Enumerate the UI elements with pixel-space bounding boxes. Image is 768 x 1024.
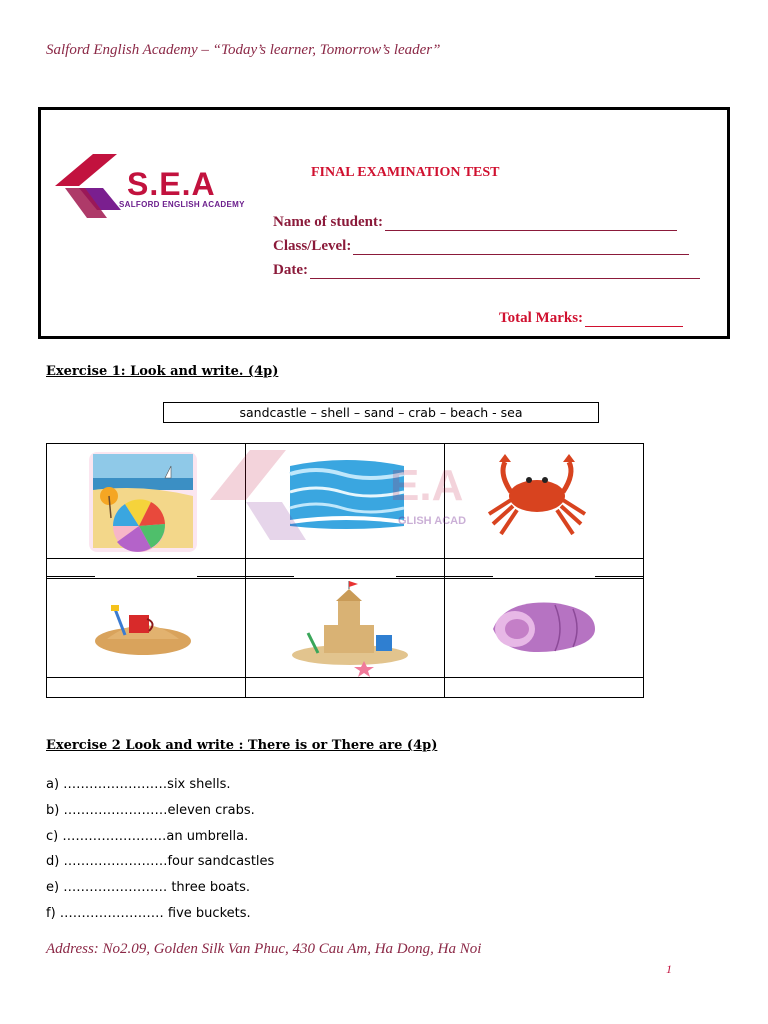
answer-blank[interactable] xyxy=(396,576,444,577)
page-number: 1 xyxy=(666,962,672,976)
sandcastle-icon xyxy=(246,579,444,677)
answer-cell-3[interactable] xyxy=(445,559,644,579)
picture-cell-sand xyxy=(47,579,246,678)
sand-icon xyxy=(47,579,245,677)
exercise2-item[interactable]: a) ……………………six shells. xyxy=(46,777,231,792)
logo-subtitle: SALFORD ENGLISH ACADEMY xyxy=(119,200,245,209)
exercise2-item[interactable]: b) ……………………eleven crabs. xyxy=(46,803,255,818)
exam-header-box xyxy=(38,107,730,339)
total-marks-line[interactable] xyxy=(585,314,683,327)
logo-chevron-icon xyxy=(55,154,135,224)
answer-cell-1[interactable] xyxy=(47,559,246,579)
exercise2-item[interactable]: e) …………………… three boats. xyxy=(46,880,251,895)
header-tagline: Salford English Academy – “Today’s learner, Tomorrow’s leader” xyxy=(46,42,441,58)
answer-cell-2[interactable] xyxy=(246,559,445,579)
footer-address: Address: No2.09, Golden Silk Van Phuc, 430 Cau Am, Ha Dong, Ha Noi xyxy=(46,941,482,957)
watermark-logo-icon xyxy=(210,450,500,560)
watermark-text: GLISH ACAD xyxy=(398,515,467,527)
answer-blank[interactable] xyxy=(197,576,245,577)
exercise2-item[interactable]: d) ……………………four sandcastles xyxy=(46,854,275,869)
exercise2-item[interactable]: c) ……………………an umbrella. xyxy=(46,829,249,844)
exam-title: FINAL EXAMINATION TEST xyxy=(311,165,500,180)
picture-cell-sandcastle xyxy=(246,579,445,678)
date-field[interactable] xyxy=(273,262,700,279)
academy-logo xyxy=(55,150,265,230)
exercise2-item[interactable]: f) …………………… five buckets. xyxy=(46,906,251,921)
answer-cell-4[interactable] xyxy=(47,678,246,698)
student-name-label: Name of student: xyxy=(273,214,383,230)
answer-blank[interactable] xyxy=(445,576,493,577)
shell-icon xyxy=(445,579,643,677)
class-level-line[interactable] xyxy=(353,242,689,255)
class-level-label: Class/Level: xyxy=(273,238,352,254)
class-level-field[interactable] xyxy=(273,238,689,255)
logo-name: S.E.A xyxy=(127,166,216,202)
answer-cell-5[interactable] xyxy=(246,678,445,698)
total-marks-field[interactable] xyxy=(499,310,683,327)
answer-blank[interactable] xyxy=(246,576,294,577)
word-bank: sandcastle – shell – sand – crab – beach - sea xyxy=(163,402,599,423)
total-marks-label: Total Marks: xyxy=(499,310,584,326)
answer-blank[interactable] xyxy=(47,576,95,577)
picture-cell-shell xyxy=(445,579,644,678)
svg-text:E.A: E.A xyxy=(390,461,464,510)
exercise1-title: Exercise 1: Look and write. (4p) xyxy=(46,364,279,379)
date-line[interactable] xyxy=(310,266,700,279)
answer-cell-6[interactable] xyxy=(445,678,644,698)
answer-blank[interactable] xyxy=(595,576,643,577)
student-name-line[interactable] xyxy=(385,218,677,231)
student-name-field[interactable] xyxy=(273,214,677,231)
exercise2-title: Exercise 2 Look and write : There is or There are (4p) xyxy=(46,738,438,753)
date-label: Date: xyxy=(273,262,308,278)
